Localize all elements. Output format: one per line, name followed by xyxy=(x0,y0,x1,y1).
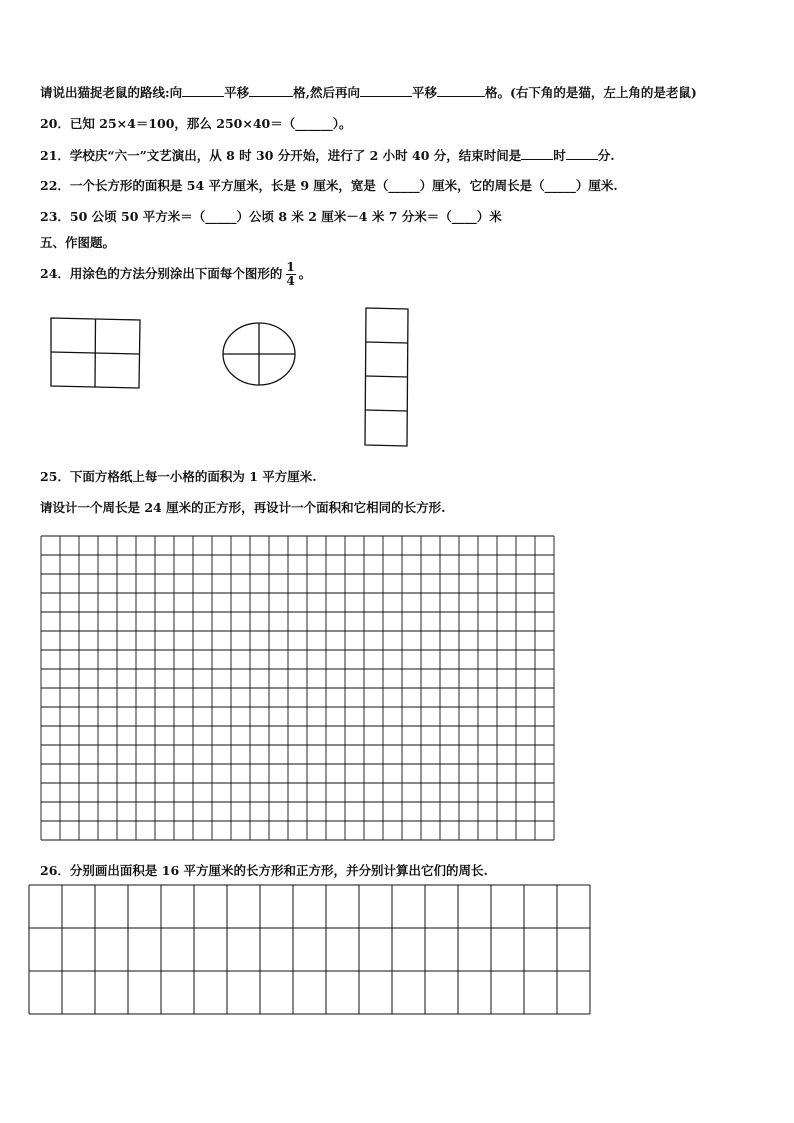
q19-blank-steps-1[interactable] xyxy=(249,84,293,97)
q19-text-2: 平移 xyxy=(224,85,250,100)
q19-blank-steps-2[interactable] xyxy=(437,84,485,97)
q26-line: 26．分别画出面积是 16 平方厘米的长方形和正方形，并分别计算出它们的周长. xyxy=(40,863,488,878)
q24-column-figure[interactable] xyxy=(360,304,416,452)
q24-text: 24．用涂色的方法分别涂出下面每个图形的 xyxy=(40,266,283,281)
q23-line: 23．50 公顷 50 平方米＝（_____）公顷 8 米 2 厘米－4 米 7 分米＝（____）米 xyxy=(40,209,502,224)
fraction-numerator: 1 xyxy=(286,260,295,274)
q25-line-2: 请设计一个周长是 24 厘米的正方形，再设计一个面积和它相同的长方形. xyxy=(40,500,446,515)
q21-text-3: 分. xyxy=(597,148,615,163)
q19-text-1: 请说出猫捉老鼠的路线:向 xyxy=(40,85,183,100)
q25-line-1: 25．下面方格纸上每一小格的面积为 1 平方厘米. xyxy=(40,469,317,484)
q24-line xyxy=(40,261,311,288)
q21-text-2: 时 xyxy=(553,148,566,163)
q21-line xyxy=(40,147,615,164)
one-quarter-fraction xyxy=(284,261,296,288)
q19-text-3: 格,然后再向 xyxy=(293,85,360,100)
q24-square-figure[interactable] xyxy=(45,312,145,392)
q21-text-1: 21．学校庆“六一”文艺演出，从 8 时 30 分开始，进行了 2 小时 40 分，结束时间是 xyxy=(40,148,522,163)
q26-grid-paper[interactable] xyxy=(28,884,592,1016)
q25-grid-paper[interactable] xyxy=(40,535,556,845)
fraction-denominator: 4 xyxy=(286,274,295,288)
q20-line: 20．已知 25×4＝100，那么 250×40＝（______）。 xyxy=(40,116,352,131)
q19-line xyxy=(40,84,697,101)
q22-line: 22．一个长方形的面积是 54 平方厘米，长是 9 厘米，宽是（_____）厘米，它的周长是（_____）厘米. xyxy=(40,178,618,193)
section-5-heading: 五、作图题。 xyxy=(40,235,116,250)
q19-text-5: 格。(右下角的是猫，左上角的是老鼠) xyxy=(485,85,697,100)
q21-blank-hour[interactable] xyxy=(521,147,553,160)
q21-blank-minute[interactable] xyxy=(566,147,598,160)
q19-blank-direction-2[interactable] xyxy=(360,84,412,97)
q24-circle-figure[interactable] xyxy=(217,319,301,391)
q19-text-4: 平移 xyxy=(412,85,438,100)
q24-end: 。 xyxy=(298,266,312,281)
q19-blank-direction-1[interactable] xyxy=(182,84,224,97)
